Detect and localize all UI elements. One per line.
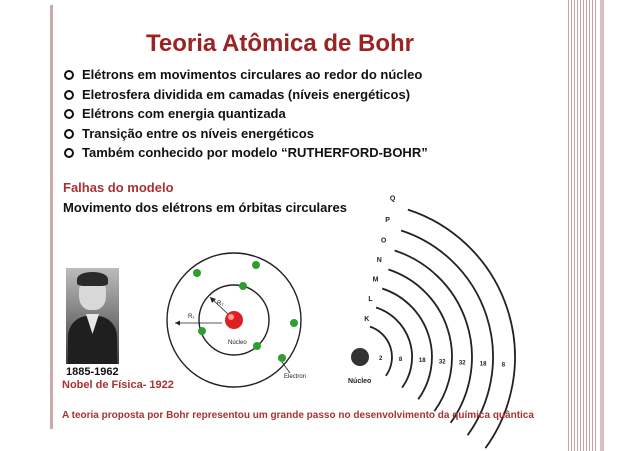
bullet-circle-icon: [64, 70, 74, 80]
bullet-text: Elétrons com energia quantizada: [82, 106, 286, 121]
bullet-circle-icon: [64, 109, 74, 119]
flaws-text: Movimento dos elétrons em órbitas circulares: [63, 200, 347, 215]
shell-letter-label: N: [376, 257, 382, 265]
left-divider-rule: [50, 5, 53, 429]
shell-arc: [376, 308, 412, 388]
shell-letter-label: O: [380, 237, 387, 245]
radius2-label: R₂: [217, 301, 224, 307]
atom-orbit-diagram: [170, 245, 320, 380]
shell-letter-label: M: [372, 276, 379, 284]
shell-arc: [398, 231, 493, 436]
nucleus-label: Núcleo: [228, 340, 247, 346]
electron: [278, 354, 286, 362]
shell-letter-label: K: [364, 315, 370, 323]
shell-arc: [388, 270, 452, 412]
shell-capacity-label: 32: [458, 360, 466, 367]
bullet-item: [62, 65, 428, 85]
footer-statement: A teoria proposta por Bohr representou um grande passo no desenvolvimento da química quântica: [62, 410, 534, 421]
bullet-item: [62, 124, 428, 144]
bullet-text: Elétrons em movimentos circulares ao redor do núcleo: [82, 67, 423, 82]
flaws-heading: Falhas do modelo: [63, 180, 174, 195]
shell-capacity-label: 18: [479, 361, 487, 368]
levels-nucleus: [351, 348, 369, 366]
radius1-arrow-icon: [175, 321, 180, 326]
electron: [290, 319, 298, 327]
energy-levels-diagram: [330, 195, 560, 405]
shell-arc: [370, 327, 392, 376]
nucleus-highlight: [228, 314, 234, 320]
slide-title: Teoria Atômica de Bohr: [145, 30, 415, 57]
shell-capacity-label: 8: [398, 357, 403, 364]
electron-label: Electron: [284, 374, 307, 380]
shell-letter-label: Q: [389, 195, 396, 203]
bohr-portrait: [66, 268, 119, 364]
shell-capacity-label: 18: [418, 358, 426, 365]
shell-capacity-label: 32: [438, 359, 446, 366]
bullet-circle-icon: [64, 129, 74, 139]
shell-letter-label: P: [385, 217, 390, 224]
shell-letter-label: L: [368, 296, 373, 304]
bullet-item: [62, 104, 428, 124]
radius1-label: R₁: [188, 314, 195, 320]
shell-arc: [395, 251, 472, 423]
bullet-circle-icon: [64, 90, 74, 100]
electron: [239, 282, 247, 290]
bullet-text: Transição entre os níveis energéticos: [82, 125, 314, 141]
electron: [253, 342, 261, 350]
bullet-circle-icon: [64, 148, 74, 158]
bullet-text: Também conhecido por modelo “RUTHERFORD-BOHR”: [82, 145, 428, 160]
bullet-item: [62, 143, 428, 163]
electron: [198, 327, 206, 335]
portrait-caption: Nobel de Física- 1922: [62, 379, 174, 391]
bullet-item: [62, 85, 428, 105]
electron: [193, 269, 201, 277]
electron-pointer-line: [282, 362, 290, 373]
right-decorative-bar: [600, 0, 604, 451]
portrait-hair: [77, 272, 108, 286]
shell-capacity-label: 2: [379, 356, 383, 363]
bullet-text: Eletrosfera dividida em camadas (níveis energéticos): [82, 86, 411, 102]
nucleus: [225, 311, 243, 329]
shell-capacity-label: 8: [501, 362, 506, 369]
bullet-list: [62, 65, 428, 163]
portrait-years: 1885-1962: [66, 366, 119, 378]
electron: [252, 261, 260, 269]
right-decorative-stripes: [568, 0, 598, 451]
levels-nucleus-label: Núcleo: [348, 378, 372, 385]
